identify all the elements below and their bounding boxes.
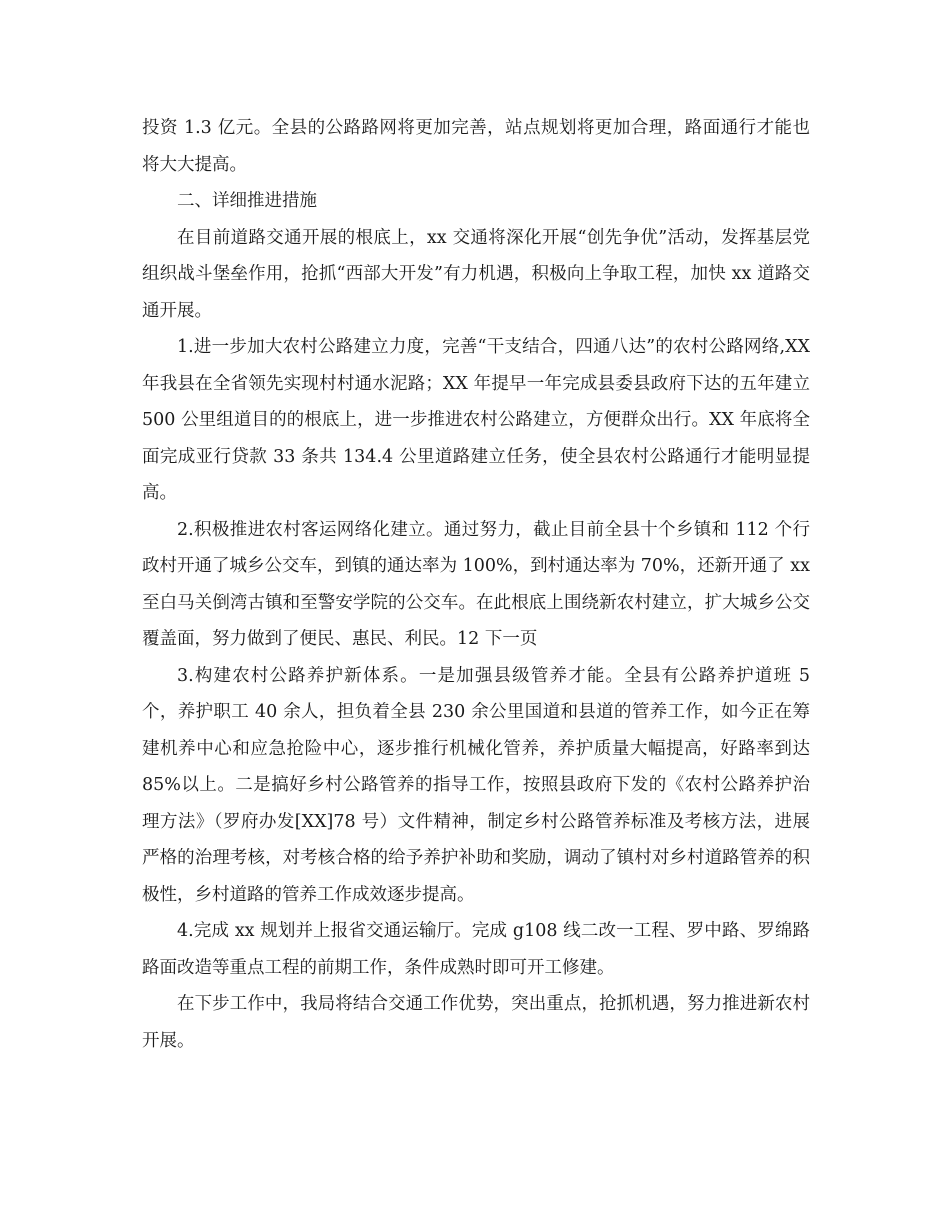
paragraph-measure-2: 2.积极推进农村客运网络化建立。通过努力，截止目前全县十个乡镇和 112 个行政村开通了城乡公交车，到镇的通达率为 100%，到村通达率为 70%，还新开通了 xx 至白马关倒湾古镇和至警安学院的公交车。在此根底上围绕新农村建立，扩大城乡公交覆盖面，努力做到了便民、惠民、利民。12 下一页	[142, 519, 810, 649]
paragraph-measure-1: 1.进一步加大农村公路建立力度，完善“干支结合，四通八达”的农村公路网络,XX 年我县在全省领先实现村村通水泥路；XX 年提早一年完成县委县政府下达的五年建立 500 公里组道目的的根底上，进一步推进农村公路建立，方便群众出行。XX 年底将全面完成亚行贷款 33 条共 134.4 公里道路建立任务，使全县农村公路通行才能明显提高。	[142, 337, 810, 503]
paragraph-intro: 在目前道路交通开展的根底上，xx 交通将深化开展“创先争优”活动，发挥基层党组织战斗堡垒作用，抢抓“西部大开发”有力机遇，积极向上争取工程，加快 xx 道路交通开展。	[142, 227, 810, 321]
section-heading-measures: 二、详细推进措施	[177, 191, 317, 211]
paragraph-measure-4: 4.完成 xx 规划并上报省交通运输厅。完成 g108 线二改一工程、罗中路、罗绵路路面改造等重点工程的前期工作，条件成熟时即可开工修建。	[142, 921, 810, 978]
paragraph-conclusion: 在下步工作中，我局将结合交通工作优势，突出重点，抢抓机遇，努力推进新农村开展。	[142, 994, 810, 1051]
document-body	[142, 110, 810, 1059]
paragraph-investment-summary: 投资 1.3 亿元。全县的公路路网将更加完善，站点规划将更加合理，路面通行才能也将大大提高。	[142, 118, 810, 175]
paragraph-measure-3: 3.构建农村公路养护新体系。一是加强县级管养才能。全县有公路养护道班 5 个，养护职工 40 余人，担负着全县 230 余公里国道和县道的管养工作，如今正在筹建机养中心和应急抢险中心，逐步推行机械化管养，养护质量大幅提高，好路率到达 85%以上。二是搞好乡村公路管养的指导工作，按照县政府下发的《农村公路养护治理方法》（罗府办发[XX]78 号）文件精神，制定乡村公路管养标准及考核方法，进展严格的治理考核，对考核合格的给予养护补助和奖励，调动了镇村对乡村道路管养的积极性，乡村道路的管养工作成效逐步提高。	[142, 665, 810, 905]
